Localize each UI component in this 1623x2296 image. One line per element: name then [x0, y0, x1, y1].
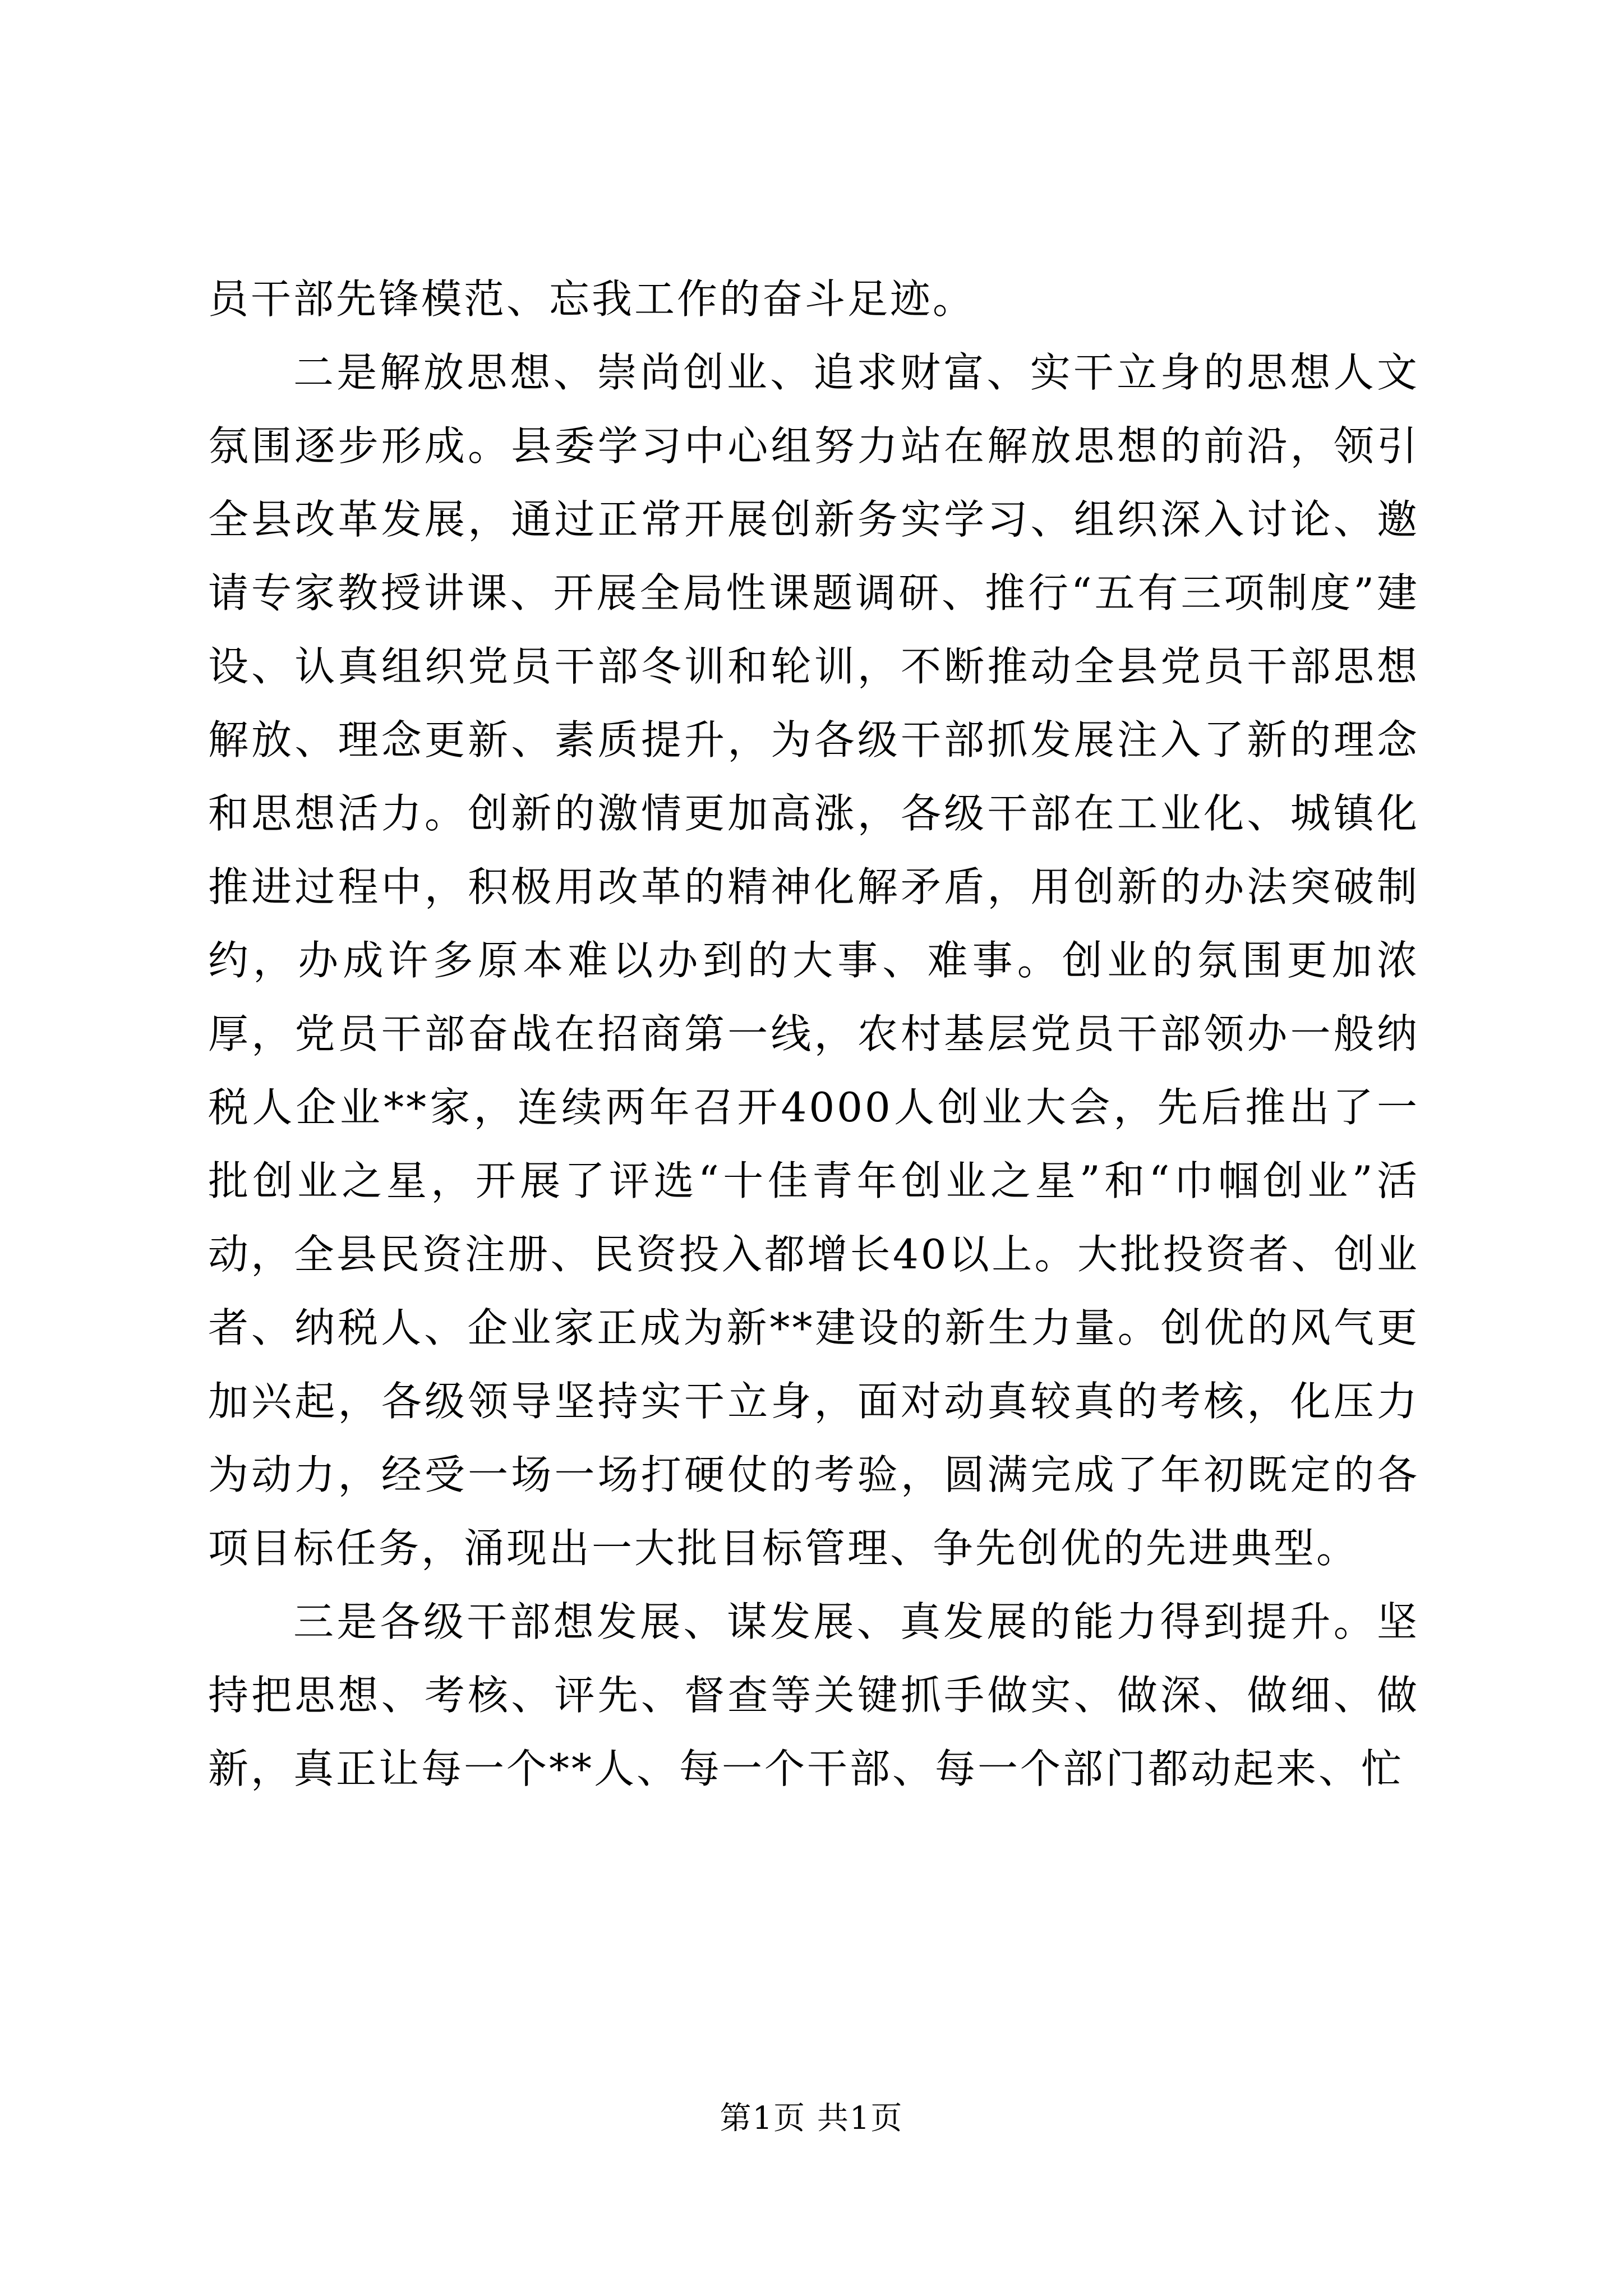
page-footer: 第1页 共1页 [720, 2100, 903, 2137]
document-body [208, 263, 1419, 1806]
paragraph-three: 三是各级干部想发展、谋发展、真发展的能力得到提升。坚持把思想、考核、评先、督查等关键抓手做实、做深、做细、做新，真正让每一个**人、每一个干部、每一个部门都动起来、忙 [208, 1598, 1419, 1792]
paragraph-two: 二是解放思想、崇尚创业、追求财富、实干立身的思想人文氛围逐步形成。县委学习中心组努力站在解放思想的前沿，领引全县改革发展，通过正常开展创新务实学习、组织深入讨论、邀请专家教授讲课、开展全局性课题调研、推行“五有三项制度”建设、认真组织党员干部冬训和轮训，不断推动全县党员干部思想解放、理念更新、素质提升，为各级干部抓发展注入了新的理念和思想活力。创新的激情更加高涨，各级干部在工业化、城镇化推进过程中，积极用改革的精神化解矛盾，用创新的办法突破制约，办成许多原本难以办到的大事、难事。创业的氛围更加浓厚，党员干部奋战在招商第一线，农村基层党员干部领办一般纳税人企业**家，连续两年召开4000人创业大会，先后推出了一批创业之星，开展了评选“十佳青年创业之星”和“巾帼创业”活动，全县民资注册、民资投入都增长40以上。大批投资者、创业者、纳税人、企业家正成为新**建设的新生力量。创优的风气更加兴起，各级领导坚持实干立身，面对动真较真的考核，化压力为动力，经受一场一场打硬仗的考验，圆满完成了年初既定的各项目标任务，涌现出一大批目标管理、争先创优的先进典型。 [208, 349, 1419, 1572]
paragraph-continuation: 员干部先锋模范、忘我工作的奋斗足迹。 [208, 275, 976, 323]
